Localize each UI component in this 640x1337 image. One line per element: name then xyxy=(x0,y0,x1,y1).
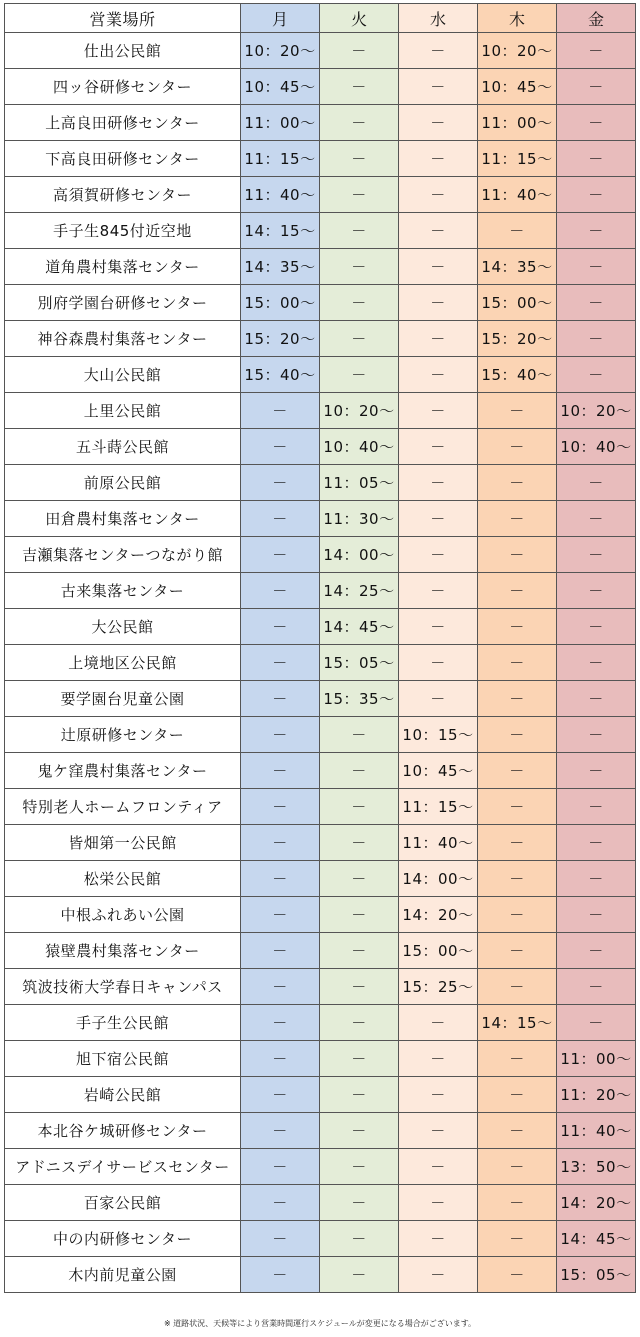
time-cell-fri: 14：20～ xyxy=(557,1185,636,1221)
time-cell-thu: 10：20～ xyxy=(478,33,557,69)
time-cell-tue: 10：20～ xyxy=(320,393,399,429)
time-cell-fri: 10：20～ xyxy=(557,393,636,429)
table-row xyxy=(5,681,636,717)
time-cell-mon: － xyxy=(241,573,320,609)
time-cell-tue: － xyxy=(320,1041,399,1077)
time-cell-fri: 10：40～ xyxy=(557,429,636,465)
table-row xyxy=(5,69,636,105)
time-cell-thu: 14：35～ xyxy=(478,249,557,285)
table-row xyxy=(5,213,636,249)
time-cell-wed: － xyxy=(399,681,478,717)
time-cell-mon: － xyxy=(241,609,320,645)
time-cell-fri: 14：45～ xyxy=(557,1221,636,1257)
table-row xyxy=(5,1041,636,1077)
table-row xyxy=(5,1257,636,1293)
time-cell-wed: 10：45～ xyxy=(399,753,478,789)
time-cell-wed: － xyxy=(399,1077,478,1113)
time-cell-fri: － xyxy=(557,861,636,897)
location-name: 中の内研修センター xyxy=(5,1221,241,1257)
time-cell-thu: － xyxy=(478,501,557,537)
time-cell-wed: － xyxy=(399,177,478,213)
location-name: 四ッ谷研修センター xyxy=(5,69,241,105)
table-row xyxy=(5,645,636,681)
location-name: 大山公民館 xyxy=(5,357,241,393)
time-cell-thu: － xyxy=(478,645,557,681)
time-cell-wed: － xyxy=(399,1113,478,1149)
time-cell-mon: － xyxy=(241,1077,320,1113)
table-row xyxy=(5,789,636,825)
location-name: 上里公民館 xyxy=(5,393,241,429)
location-name: 手子生845付近空地 xyxy=(5,213,241,249)
time-cell-thu: － xyxy=(478,933,557,969)
table-row xyxy=(5,1221,636,1257)
time-cell-mon: － xyxy=(241,969,320,1005)
time-cell-fri: － xyxy=(557,105,636,141)
time-cell-mon: 15：40～ xyxy=(241,357,320,393)
table-row xyxy=(5,717,636,753)
location-name: 松栄公民館 xyxy=(5,861,241,897)
time-cell-thu: 15：00～ xyxy=(478,285,557,321)
time-cell-thu: － xyxy=(478,1113,557,1149)
time-cell-mon: － xyxy=(241,1185,320,1221)
time-cell-mon: － xyxy=(241,1113,320,1149)
time-cell-wed: － xyxy=(399,573,478,609)
time-cell-fri: － xyxy=(557,609,636,645)
time-cell-fri: － xyxy=(557,681,636,717)
table-row xyxy=(5,1077,636,1113)
time-cell-wed: － xyxy=(399,393,478,429)
location-name: 上境地区公民館 xyxy=(5,645,241,681)
time-cell-fri: － xyxy=(557,753,636,789)
time-cell-fri: 13：50～ xyxy=(557,1149,636,1185)
time-cell-fri: 11：00～ xyxy=(557,1041,636,1077)
time-cell-thu: － xyxy=(478,897,557,933)
location-name: 前原公民館 xyxy=(5,465,241,501)
time-cell-wed: 11：15～ xyxy=(399,789,478,825)
time-cell-tue: － xyxy=(320,1149,399,1185)
time-cell-tue: － xyxy=(320,789,399,825)
time-cell-fri: － xyxy=(557,573,636,609)
time-cell-tue: － xyxy=(320,321,399,357)
time-cell-fri: － xyxy=(557,789,636,825)
time-cell-mon: － xyxy=(241,429,320,465)
time-cell-fri: － xyxy=(557,285,636,321)
table-row xyxy=(5,537,636,573)
time-cell-fri: － xyxy=(557,177,636,213)
location-name: 大公民館 xyxy=(5,609,241,645)
time-cell-wed: 14：20～ xyxy=(399,897,478,933)
time-cell-thu: － xyxy=(478,753,557,789)
time-cell-mon: 10：45～ xyxy=(241,69,320,105)
time-cell-thu: － xyxy=(478,825,557,861)
time-cell-mon: 11：40～ xyxy=(241,177,320,213)
time-cell-thu: － xyxy=(478,573,557,609)
time-cell-fri: － xyxy=(557,933,636,969)
time-cell-wed: 14：00～ xyxy=(399,861,478,897)
time-cell-tue: － xyxy=(320,1257,399,1293)
header-day-tue: 火 xyxy=(320,4,399,33)
time-cell-thu: 10：45～ xyxy=(478,69,557,105)
location-name: 旭下宿公民館 xyxy=(5,1041,241,1077)
header-day-mon: 月 xyxy=(241,4,320,33)
time-cell-fri: － xyxy=(557,33,636,69)
time-cell-mon: － xyxy=(241,861,320,897)
time-cell-tue: － xyxy=(320,861,399,897)
table-row xyxy=(5,177,636,213)
schedule-body xyxy=(5,33,636,1293)
time-cell-tue: 15：05～ xyxy=(320,645,399,681)
time-cell-wed: － xyxy=(399,537,478,573)
location-name: 中根ふれあい公園 xyxy=(5,897,241,933)
time-cell-tue: － xyxy=(320,1005,399,1041)
time-cell-mon: － xyxy=(241,537,320,573)
time-cell-thu: － xyxy=(478,681,557,717)
time-cell-mon: － xyxy=(241,1257,320,1293)
time-cell-tue: 15：35～ xyxy=(320,681,399,717)
time-cell-tue: － xyxy=(320,1185,399,1221)
time-cell-tue: 11：05～ xyxy=(320,465,399,501)
time-cell-thu: － xyxy=(478,393,557,429)
footnote: ※ 道路状況、天候等により営業時間運行スケジュールが変更になる場合がございます。 xyxy=(163,1319,477,1328)
time-cell-wed: － xyxy=(399,1149,478,1185)
table-row xyxy=(5,321,636,357)
location-name: 木内前児童公園 xyxy=(5,1257,241,1293)
time-cell-tue: － xyxy=(320,285,399,321)
time-cell-fri: － xyxy=(557,213,636,249)
header-day-wed: 水 xyxy=(399,4,478,33)
location-name: 上高良田研修センター xyxy=(5,105,241,141)
time-cell-mon: － xyxy=(241,393,320,429)
time-cell-mon: － xyxy=(241,1005,320,1041)
time-cell-fri: － xyxy=(557,825,636,861)
time-cell-wed: 15：00～ xyxy=(399,933,478,969)
location-name: 仕出公民館 xyxy=(5,33,241,69)
time-cell-wed: － xyxy=(399,213,478,249)
table-row xyxy=(5,393,636,429)
table-row xyxy=(5,969,636,1005)
time-cell-tue: 14：00～ xyxy=(320,537,399,573)
time-cell-mon: － xyxy=(241,717,320,753)
time-cell-mon: 14：15～ xyxy=(241,213,320,249)
location-name: 鬼ケ窪農村集落センター xyxy=(5,753,241,789)
location-name: 本北谷ケ城研修センター xyxy=(5,1113,241,1149)
time-cell-mon: － xyxy=(241,933,320,969)
location-name: 高須賀研修センター xyxy=(5,177,241,213)
time-cell-mon: － xyxy=(241,1149,320,1185)
time-cell-tue: 14：45～ xyxy=(320,609,399,645)
time-cell-thu: － xyxy=(478,1149,557,1185)
time-cell-thu: － xyxy=(478,969,557,1005)
time-cell-mon: － xyxy=(241,501,320,537)
time-cell-fri: － xyxy=(557,69,636,105)
time-cell-fri: 11：40～ xyxy=(557,1113,636,1149)
time-cell-thu: － xyxy=(478,429,557,465)
time-cell-tue: 11：30～ xyxy=(320,501,399,537)
table-row xyxy=(5,609,636,645)
time-cell-thu: － xyxy=(478,1185,557,1221)
time-cell-thu: － xyxy=(478,213,557,249)
header-day-thu: 木 xyxy=(478,4,557,33)
time-cell-mon: － xyxy=(241,645,320,681)
table-row xyxy=(5,933,636,969)
header-day-fri: 金 xyxy=(557,4,636,33)
time-cell-thu: － xyxy=(478,861,557,897)
table-row xyxy=(5,285,636,321)
time-cell-thu: 11：15～ xyxy=(478,141,557,177)
time-cell-fri: － xyxy=(557,717,636,753)
header-row xyxy=(5,4,636,33)
time-cell-tue: － xyxy=(320,1221,399,1257)
time-cell-mon: － xyxy=(241,825,320,861)
header-location: 営業場所 xyxy=(5,4,241,33)
location-name: 筑波技術大学春日キャンパス xyxy=(5,969,241,1005)
time-cell-wed: － xyxy=(399,1185,478,1221)
time-cell-wed: － xyxy=(399,141,478,177)
time-cell-wed: － xyxy=(399,1221,478,1257)
time-cell-wed: － xyxy=(399,429,478,465)
time-cell-mon: 15：20～ xyxy=(241,321,320,357)
table-row xyxy=(5,141,636,177)
time-cell-wed: － xyxy=(399,357,478,393)
table-row xyxy=(5,105,636,141)
time-cell-fri: － xyxy=(557,465,636,501)
time-cell-thu: － xyxy=(478,1257,557,1293)
time-cell-tue: － xyxy=(320,357,399,393)
time-cell-wed: － xyxy=(399,321,478,357)
location-name: 手子生公民館 xyxy=(5,1005,241,1041)
time-cell-mon: － xyxy=(241,465,320,501)
table-row xyxy=(5,429,636,465)
time-cell-fri: － xyxy=(557,537,636,573)
time-cell-tue: － xyxy=(320,69,399,105)
location-name: 要学園台児童公園 xyxy=(5,681,241,717)
time-cell-tue: 10：40～ xyxy=(320,429,399,465)
time-cell-mon: － xyxy=(241,897,320,933)
time-cell-mon: － xyxy=(241,1221,320,1257)
time-cell-thu: 11：00～ xyxy=(478,105,557,141)
location-name: 神谷森農村集落センター xyxy=(5,321,241,357)
time-cell-mon: － xyxy=(241,789,320,825)
table-row xyxy=(5,897,636,933)
table-row xyxy=(5,249,636,285)
time-cell-fri: － xyxy=(557,357,636,393)
time-cell-wed: － xyxy=(399,645,478,681)
time-cell-fri: － xyxy=(557,1005,636,1041)
location-name: 古来集落センター xyxy=(5,573,241,609)
table-row xyxy=(5,1113,636,1149)
table-row xyxy=(5,753,636,789)
time-cell-wed: 15：25～ xyxy=(399,969,478,1005)
location-name: 辻原研修センター xyxy=(5,717,241,753)
time-cell-tue: － xyxy=(320,249,399,285)
time-cell-thu: 11：40～ xyxy=(478,177,557,213)
location-name: 吉瀬集落センターつながり館 xyxy=(5,537,241,573)
time-cell-wed: － xyxy=(399,285,478,321)
time-cell-tue: 14：25～ xyxy=(320,573,399,609)
table-row xyxy=(5,501,636,537)
location-name: 五斗蒔公民館 xyxy=(5,429,241,465)
time-cell-thu: － xyxy=(478,465,557,501)
time-cell-wed: － xyxy=(399,465,478,501)
time-cell-tue: － xyxy=(320,753,399,789)
time-cell-thu: － xyxy=(478,1221,557,1257)
location-name: アドニスデイサービスセンター xyxy=(5,1149,241,1185)
time-cell-thu: － xyxy=(478,1041,557,1077)
time-cell-tue: － xyxy=(320,1113,399,1149)
time-cell-fri: － xyxy=(557,501,636,537)
time-cell-tue: － xyxy=(320,969,399,1005)
table-row xyxy=(5,1185,636,1221)
time-cell-thu: － xyxy=(478,717,557,753)
time-cell-mon: － xyxy=(241,1041,320,1077)
location-name: 道角農村集落センター xyxy=(5,249,241,285)
time-cell-mon: 10：20～ xyxy=(241,33,320,69)
location-name: 岩崎公民館 xyxy=(5,1077,241,1113)
time-cell-thu: － xyxy=(478,537,557,573)
time-cell-wed: － xyxy=(399,1257,478,1293)
schedule-table xyxy=(4,3,636,1293)
time-cell-tue: － xyxy=(320,1077,399,1113)
time-cell-wed: － xyxy=(399,33,478,69)
table-row xyxy=(5,861,636,897)
time-cell-mon: 11：00～ xyxy=(241,105,320,141)
time-cell-thu: － xyxy=(478,609,557,645)
time-cell-wed: － xyxy=(399,1005,478,1041)
table-row xyxy=(5,357,636,393)
time-cell-tue: － xyxy=(320,897,399,933)
location-name: 田倉農村集落センター xyxy=(5,501,241,537)
location-name: 下高良田研修センター xyxy=(5,141,241,177)
location-name: 百家公民館 xyxy=(5,1185,241,1221)
time-cell-fri: － xyxy=(557,141,636,177)
time-cell-tue: － xyxy=(320,933,399,969)
table-row xyxy=(5,1005,636,1041)
time-cell-wed: 10：15～ xyxy=(399,717,478,753)
time-cell-wed: － xyxy=(399,1041,478,1077)
time-cell-wed: － xyxy=(399,609,478,645)
location-name: 皆畑第一公民館 xyxy=(5,825,241,861)
table-row xyxy=(5,573,636,609)
time-cell-mon: － xyxy=(241,681,320,717)
time-cell-thu: － xyxy=(478,789,557,825)
time-cell-wed: － xyxy=(399,105,478,141)
time-cell-wed: － xyxy=(399,501,478,537)
time-cell-wed: － xyxy=(399,69,478,105)
time-cell-thu: 14：15～ xyxy=(478,1005,557,1041)
time-cell-tue: － xyxy=(320,213,399,249)
time-cell-mon: 15：00～ xyxy=(241,285,320,321)
time-cell-tue: － xyxy=(320,141,399,177)
time-cell-fri: － xyxy=(557,645,636,681)
time-cell-mon: 14：35～ xyxy=(241,249,320,285)
time-cell-fri: 11：20～ xyxy=(557,1077,636,1113)
time-cell-fri: － xyxy=(557,321,636,357)
time-cell-tue: － xyxy=(320,33,399,69)
time-cell-thu: － xyxy=(478,1077,557,1113)
location-name: 特別老人ホームフロンティア xyxy=(5,789,241,825)
time-cell-fri: 15：05～ xyxy=(557,1257,636,1293)
table-row xyxy=(5,465,636,501)
time-cell-wed: － xyxy=(399,249,478,285)
time-cell-fri: － xyxy=(557,249,636,285)
time-cell-tue: － xyxy=(320,825,399,861)
time-cell-mon: 11：15～ xyxy=(241,141,320,177)
time-cell-thu: 15：40～ xyxy=(478,357,557,393)
time-cell-tue: － xyxy=(320,717,399,753)
time-cell-wed: 11：40～ xyxy=(399,825,478,861)
time-cell-tue: － xyxy=(320,177,399,213)
time-cell-mon: － xyxy=(241,753,320,789)
table-row xyxy=(5,1149,636,1185)
location-name: 別府学園台研修センター xyxy=(5,285,241,321)
time-cell-fri: － xyxy=(557,969,636,1005)
time-cell-thu: 15：20～ xyxy=(478,321,557,357)
location-name: 猿壁農村集落センター xyxy=(5,933,241,969)
table-row xyxy=(5,825,636,861)
table-row xyxy=(5,33,636,69)
time-cell-fri: － xyxy=(557,897,636,933)
time-cell-tue: － xyxy=(320,105,399,141)
